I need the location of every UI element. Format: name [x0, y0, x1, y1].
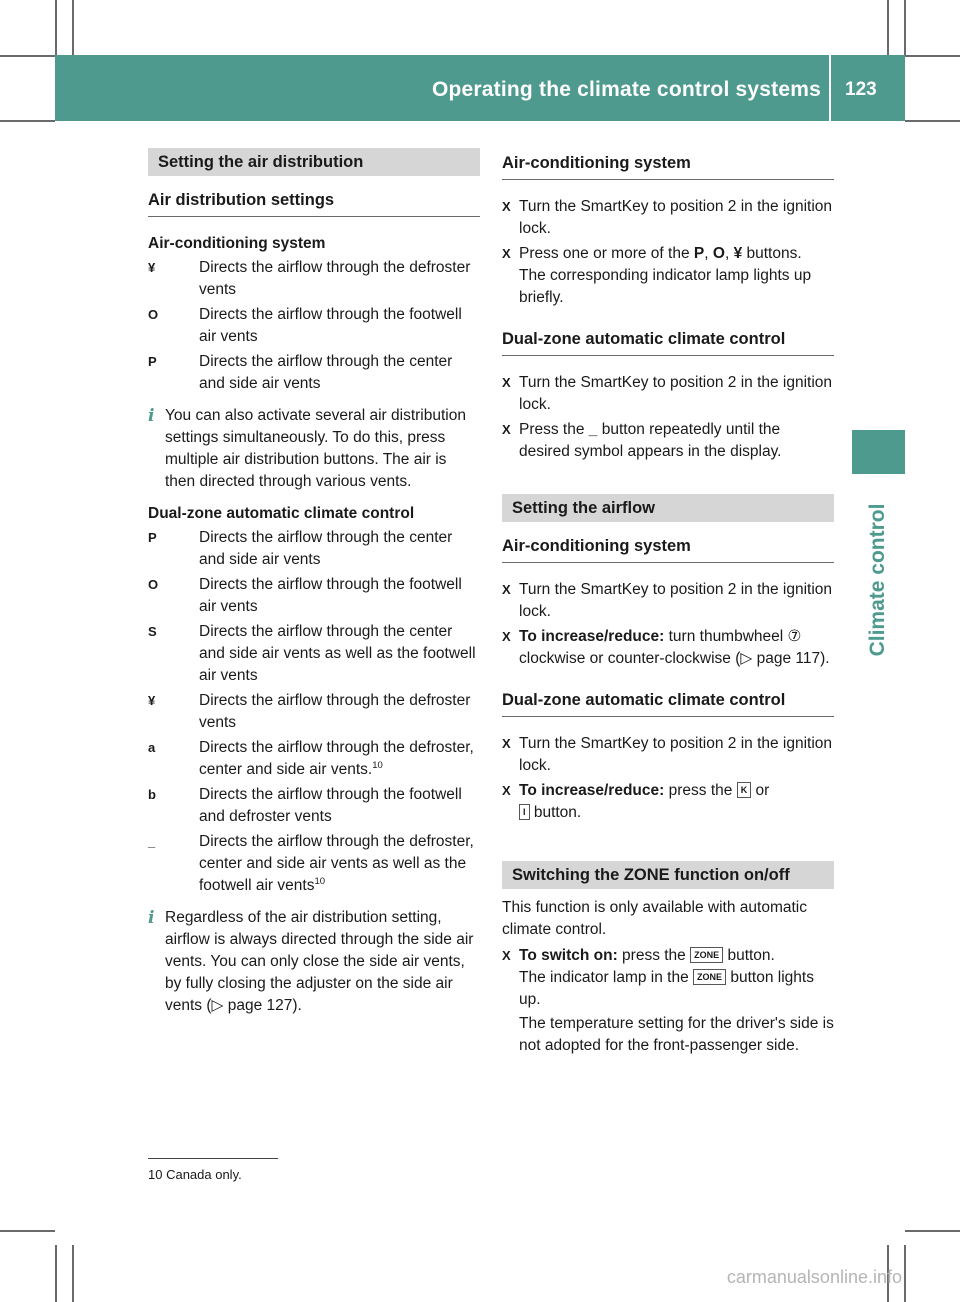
- info-note: i You can also activate several air distribution settings simultaneously. To do this, press multiple air distribution buttons. The air is then directed through various vents.: [148, 405, 480, 493]
- crop-mark: [904, 1245, 906, 1302]
- step-arrow-icon: X: [502, 629, 511, 644]
- step-arrow-icon: X: [502, 422, 511, 437]
- footnote: 10 Canada only.: [148, 1167, 242, 1182]
- footnote-ref: 10: [372, 759, 383, 771]
- info-icon: i: [148, 406, 155, 426]
- side-tab-label: Climate control: [866, 503, 889, 657]
- crop-mark: [55, 1245, 57, 1302]
- step: X Turn the SmartKey to position 2 in the ignition lock.: [502, 579, 834, 623]
- center-vent-icon: P: [148, 354, 156, 369]
- ac-label: Air-conditioning system: [148, 235, 326, 252]
- watermark: carmanualsonline.info: [726, 1267, 902, 1287]
- crop-mark: [72, 1245, 74, 1302]
- step-arrow-icon: X: [502, 783, 511, 798]
- center-vent-icon: P: [148, 530, 156, 545]
- step: X Press the _ button repeatedly until the desired symbol appears in the display.: [502, 419, 834, 463]
- list-item: _ Directs the airflow through the defroster, center and side air vents as well as the footwell air vents$^{10}$: [148, 831, 480, 897]
- footnote-ref: 10: [314, 875, 326, 887]
- header-title: Operating the climate control systems: [431, 78, 821, 101]
- subheading: Dual-zone automatic climate control: [502, 324, 834, 356]
- crop-mark: [0, 55, 55, 57]
- list-item: O Directs the airflow through the footwell air vents: [148, 574, 480, 618]
- crop-mark: [0, 1230, 55, 1232]
- subheading: Air-conditioning system: [502, 531, 834, 563]
- center-vent-icon: P: [693, 245, 705, 262]
- header-divider: [829, 55, 831, 121]
- step-arrow-icon: X: [502, 736, 511, 751]
- list-item: S Directs the airflow through the center and side air vents as well as the footwell air vents: [148, 621, 480, 687]
- all-vents-icon: _: [148, 834, 155, 849]
- list-item: P Directs the airflow through the center and side air vents: [148, 527, 480, 571]
- center-footwell-icon: S: [148, 624, 156, 639]
- page-number: 123: [845, 79, 877, 100]
- list-item: b Directs the airflow through the footwell and defroster vents: [148, 784, 480, 828]
- crop-mark: [905, 1230, 960, 1232]
- info-icon: i: [148, 908, 155, 928]
- footwell-defroster-icon: b: [148, 787, 155, 802]
- crop-mark: [905, 55, 960, 57]
- defroster-icon: ¥: [733, 245, 743, 262]
- subheading: Dual-zone automatic climate control: [502, 685, 834, 717]
- list-item: ¥ Directs the airflow through the defroster vents: [148, 690, 480, 734]
- zone-button-icon: ZONE: [690, 947, 723, 963]
- list-item: ¥ Directs the airflow through the defroster vents: [148, 257, 480, 301]
- fan-up-icon: K: [737, 782, 752, 798]
- crop-mark: [72, 0, 74, 55]
- step-arrow-icon: X: [502, 375, 511, 390]
- step: X To increase/reduce: press the K or I button.: [502, 780, 834, 824]
- crop-mark: [904, 0, 906, 55]
- all-vents-icon: _: [588, 421, 598, 438]
- defroster-center-icon: a: [148, 740, 155, 755]
- section-title: Setting the airflow: [502, 494, 834, 522]
- step: X Press one or more of the P, O, ¥ buttons. The corresponding indicator lamp lights up briefly.: [502, 243, 834, 309]
- intro-text: This function is only available with automatic climate control.: [502, 899, 807, 938]
- footwell-icon: O: [148, 577, 158, 592]
- page-header: [55, 55, 905, 121]
- defroster-icon: ¥: [148, 260, 155, 275]
- list-item: a Directs the airflow through the defroster, center and side air vents.$^{10}$: [148, 737, 480, 781]
- defroster-icon: ¥: [148, 693, 155, 708]
- section-title: Switching the ZONE function on/off: [502, 861, 834, 889]
- crop-mark: [55, 0, 57, 55]
- step-arrow-icon: X: [502, 246, 511, 261]
- footnote-divider: [148, 1158, 278, 1159]
- right-column: [502, 148, 834, 1060]
- fan-down-icon: I: [519, 804, 530, 820]
- subheading: Air-conditioning system: [502, 148, 834, 180]
- step-arrow-icon: X: [502, 199, 511, 214]
- left-column: [148, 148, 480, 1027]
- zone-button-icon: ZONE: [693, 969, 726, 985]
- side-tab: [852, 430, 905, 474]
- footwell-icon: O: [712, 245, 725, 262]
- crop-mark: [0, 120, 55, 122]
- footwell-icon: O: [148, 307, 158, 322]
- crop-mark: [887, 0, 889, 55]
- info-note: i Regardless of the air distribution setting, airflow is always directed through the side air vents. You can only close the side air vents, by fully closing the adjuster on the side air vents (▷ page 127).: [148, 907, 480, 1017]
- section-title: Setting the air distribution: [148, 148, 480, 176]
- step: X To switch on: press the ZONE button. The indicator lamp in the ZONE button lights up. The temperature setting for the driver's side is not adopted for the front-passenger side.: [502, 945, 834, 1057]
- step-arrow-icon: X: [502, 582, 511, 597]
- list-item: P Directs the airflow through the center and side air vents: [148, 351, 480, 395]
- crop-mark: [905, 120, 960, 122]
- list-item: O Directs the airflow through the footwell air vents: [148, 304, 480, 348]
- step-arrow-icon: X: [502, 948, 511, 963]
- dz-label: Dual-zone automatic climate control: [148, 505, 415, 522]
- step: X Turn the SmartKey to position 2 in the ignition lock.: [502, 733, 834, 777]
- step: X Turn the SmartKey to position 2 in the ignition lock.: [502, 196, 834, 240]
- step: X To increase/reduce: turn thumbwheel ⑦ clockwise or counter-clockwise (▷ page 117).: [502, 626, 834, 670]
- subheading: Air distribution settings: [148, 185, 480, 217]
- step: X Turn the SmartKey to position 2 in the ignition lock.: [502, 372, 834, 416]
